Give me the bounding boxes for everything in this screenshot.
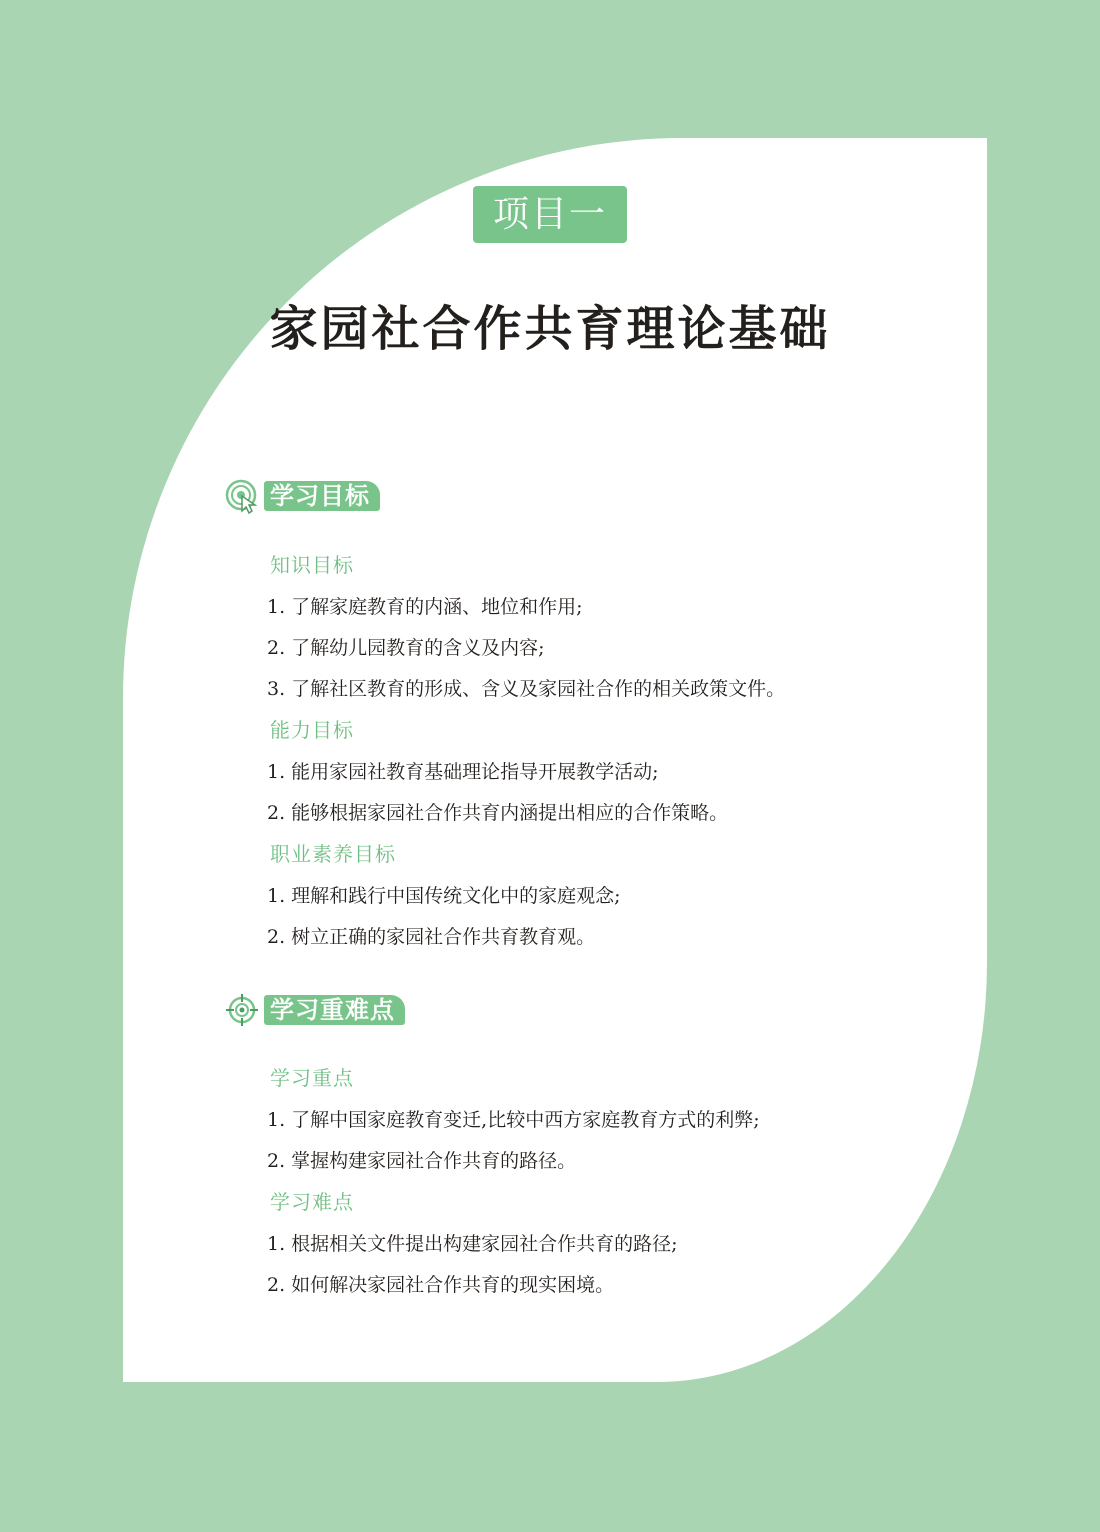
- sub-heading-key: 学习重点: [270, 1066, 354, 1090]
- list-item: 2. 如何解决家园社合作共育的现实困境。: [267, 1274, 615, 1296]
- list-item: 2. 能够根据家园社合作共育内涵提出相应的合作策略。: [267, 802, 729, 824]
- list-item: 2. 了解幼儿园教育的含义及内容;: [267, 637, 545, 659]
- list-item: 1. 理解和践行中国传统文化中的家庭观念;: [267, 885, 621, 907]
- sub-heading-ability: 能力目标: [270, 718, 354, 742]
- sub-heading-difficult: 学习难点: [270, 1190, 354, 1214]
- list-item: 2. 树立正确的家园社合作共育教育观。: [267, 926, 596, 948]
- section-label: 学习目标: [264, 481, 380, 511]
- list-item: 2. 掌握构建家园社合作共育的路径。: [267, 1150, 577, 1172]
- touch-target-icon: [224, 478, 260, 514]
- section-header-key-points: [224, 992, 405, 1028]
- list-item: 1. 能用家园社教育基础理论指导开展教学活动;: [267, 761, 659, 783]
- sub-heading-professional: 职业素养目标: [270, 842, 396, 866]
- list-item: 1. 了解中国家庭教育变迁,比较中西方家庭教育方式的利弊;: [267, 1109, 760, 1131]
- page-title: 家园社合作共育理论基础: [269, 301, 831, 357]
- list-item: 3. 了解社区教育的形成、含义及家园社合作的相关政策文件。: [267, 678, 786, 700]
- crosshair-target-icon: [224, 992, 260, 1028]
- section-header-objectives: [224, 478, 380, 514]
- list-item: 1. 了解家庭教育的内涵、地位和作用;: [267, 596, 583, 618]
- section-label: 学习重难点: [264, 995, 405, 1025]
- list-item: 1. 根据相关文件提出构建家园社合作共育的路径;: [267, 1233, 678, 1255]
- project-badge: 项目一: [473, 186, 627, 243]
- sub-heading-knowledge: 知识目标: [270, 553, 354, 577]
